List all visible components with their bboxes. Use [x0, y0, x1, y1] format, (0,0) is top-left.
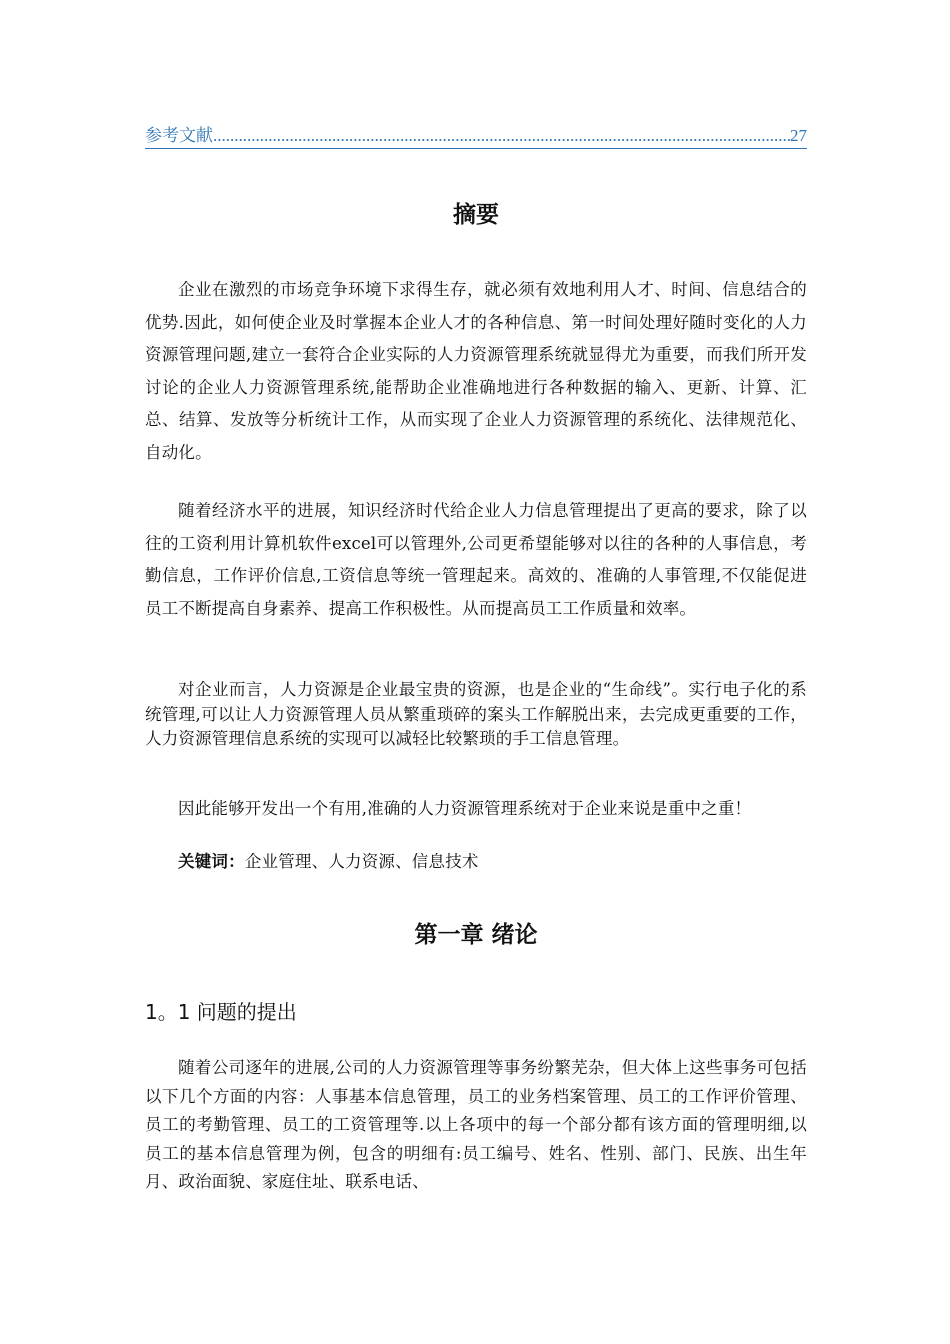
abstract-paragraph-4: 因此能够开发出一个有用,准确的人力资源管理系统对于企业来说是重中之重！: [178, 799, 752, 818]
keywords-label: 关键词：: [178, 852, 245, 871]
toc-entry-page-number: 27: [790, 126, 807, 145]
keywords-text: 企业管理、人力资源、信息技术: [244, 852, 479, 871]
chapter-title: 第一章 绪论: [414, 922, 538, 948]
toc-entry-label: 参考文献: [145, 126, 213, 145]
toc-leader-dots: [213, 124, 790, 148]
abstract-title: 摘要: [453, 202, 499, 228]
abstract-paragraph-3: 对企业而言，人力资源是企业最宝贵的资源，也是企业的“生命线”。实行电子化的系统管理,可以让人力资源管理人员从繁重琐碎的案头工作解脱出来，去完成更重要的工作，人力资源管理信息系统的实现可以减轻比较繁琐的手工信息管理。: [145, 680, 807, 748]
abstract-paragraph-1: 企业在激烈的市场竞争环境下求得生存，就必须有效地利用人才、时间、信息结合的优势.因此，如何使企业及时掌握本企业人才的各种信息、第一时间处理好随时变化的人力资源管理问题,建立一套符合企业实际的人力资源管理系统就显得尤为重要，而我们所开发讨论的企业人力资源管理系统,能帮助企业准确地进行各种数据的输入、更新、计算、汇总、结算、发放等分析统计工作，从而实现了企业人力资源管理的系统化、法律规范化、自动化。: [145, 280, 807, 462]
section-title: 1。1 问题的提出: [145, 1000, 297, 1024]
section-paragraph-1: 随着公司逐年的进展,公司的人力资源管理等事务纷繁芜杂，但大体上这些事务可包括以下几个方面的内容：人事基本信息管理，员工的业务档案管理、员工的工作评价管理、员工的考勤管理、员工的工资管理等.以上各项中的每一个部分都有该方面的管理明细,以员工的基本信息管理为例，包含的明细有:员工编号、姓名、性别、部门、民族、出生年月、政治面貌、家庭住址、联系电话、: [145, 1058, 807, 1191]
abstract-paragraph-2: 随着经济水平的进展，知识经济时代给企业人力信息管理提出了更高的要求，除了以往的工资利用计算机软件excel可以管理外,公司更希望能够对以往的各种的人事信息，考勤信息，工作评价信息,工资信息等统一管理起来。高效的、准确的人事管理,不仅能促进员工不断提高自身素养、提高工作积极性。从而提高员工工作质量和效率。: [145, 501, 807, 618]
toc-entry-references[interactable]: [145, 124, 807, 149]
keywords-line: [145, 850, 807, 875]
